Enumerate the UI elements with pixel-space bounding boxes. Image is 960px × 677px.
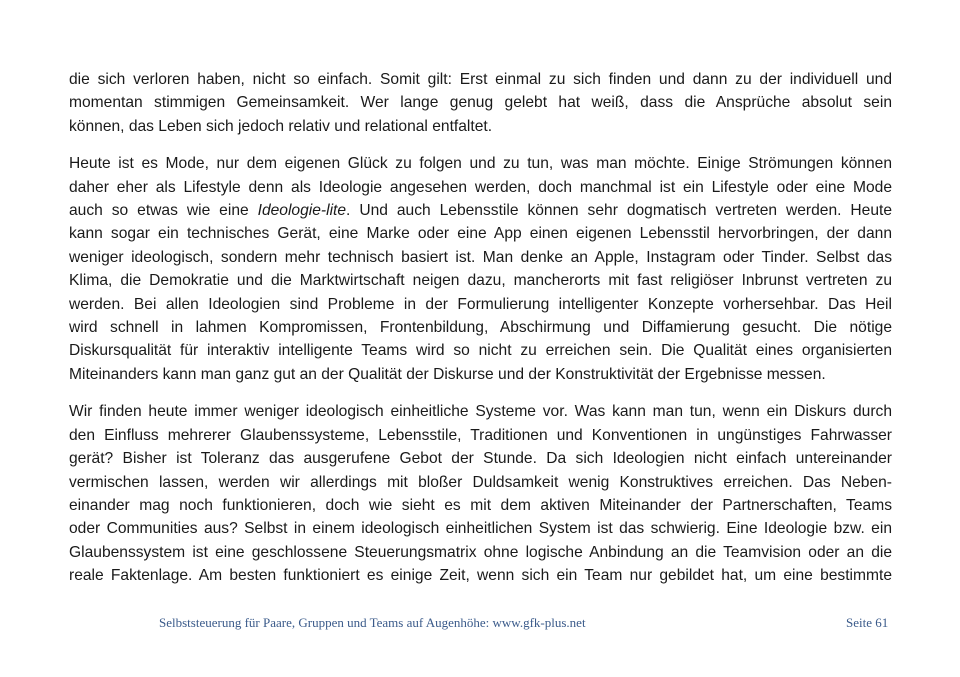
text-line: vermischen lassen, werden wir allerdings mit bloßer Duldsamkeit wenig Konstruktives erreichen. Das Neben- xyxy=(69,473,892,491)
text-line: den Einfluss mehrerer Glaubenssysteme, Lebensstile, Traditionen und Konventionen in ungünstiges Fahrwasser xyxy=(69,426,892,444)
footer-title: Selbststeuerung für Paare, Gruppen und Teams auf Augenhöhe: www.gfk-plus.net xyxy=(159,615,586,630)
text-line-with-italic xyxy=(69,199,892,222)
text-line: momentan stimmigen Gemeinsamkeit. Wer lange genug gelebt hat weiß, dass die Ansprüche absolut sein xyxy=(69,94,892,112)
text-line: kann sogar ein technisches Gerät, eine Marke oder eine App einen eigenen Lebensstil hervorbringen, der dann xyxy=(69,225,892,243)
text-line: reale Faktenlage. Am besten funktioniert es einige Zeit, wenn sich ein Team nur gebildet hat, um eine bestimmte xyxy=(69,567,892,585)
text-line: die sich verloren haben, nicht so einfach. Somit gilt: Erst einmal zu sich finden und dann zu der individuell und xyxy=(69,71,892,88)
text-line: wird schnell in lahmen Kompromissen, Frontenbildung, Abschirmung und Diffamierung gesucht. Die nötige xyxy=(69,319,892,337)
text-line: gerät? Bisher ist Toleranz das ausgerufene Gebot der Stunde. Da sich Ideologien nicht einfach untereinander xyxy=(69,450,892,468)
text-line: Heute ist es Mode, nur dem eigenen Glück zu folgen und zu tun, was man möchte. Einige Strömungen können xyxy=(69,155,892,173)
body-text xyxy=(69,68,892,602)
paragraph-3 xyxy=(69,400,892,587)
text-line: Glaubenssystem ist eine geschlossene Steuerungsmatrix ohne logische Anbindung an die Teamvision oder an die xyxy=(69,543,892,561)
text-line: einander mag noch funktionieren, doch wie sieht es mit dem aktiven Miteinander der Partnerschaften, Teams xyxy=(69,496,892,514)
page-number: Seite 61 xyxy=(846,615,889,630)
paragraph-2 xyxy=(69,152,892,386)
text-line: Klima, die Demokratie und die Marktwirtschaft neigen dazu, mancherorts mit fast religiöser Inbrunst vertreten zu xyxy=(69,272,892,290)
text-line: oder Communities aus? Selbst in einem ideologisch einheitlichen System ist das schwierig. Eine Ideologie bzw. ein xyxy=(69,520,892,538)
text-line: weniger ideologisch, sondern mehr technisch basiert ist. Man denke an Apple, Instagram oder Tinder. Selbst das xyxy=(69,248,892,266)
text-line: Wir finden heute immer weniger ideologisch einheitliche Systeme vor. Was kann man tun, wenn ein Diskurs durch xyxy=(69,403,892,421)
paragraph-1 xyxy=(69,68,892,138)
text-segment: auch so etwas wie eine xyxy=(69,202,258,220)
text-line: daher eher als Lifestyle denn als Ideologie angesehen werden, doch manchmal ist ein Lifestyle oder eine Mode xyxy=(69,178,892,196)
text-line: werden. Bei allen Ideologien sind Probleme in der Formulierung intelligenter Konzepte vorhersehbar. Das Heil xyxy=(69,295,892,313)
text-segment: . Und auch Lebensstile können sehr dogmatisch vertreten werden. Heute xyxy=(346,202,893,220)
text-line: können, das Leben sich jedoch relativ und relational entfaltet. xyxy=(69,117,493,135)
text-line: Diskursqualität für interaktiv intelligente Teams wird so nicht zu erreichen sein. Die Qualität eines organisierten xyxy=(69,342,892,360)
italic-term: Ideologie-lite xyxy=(257,202,347,220)
text-line: Miteinanders kann man ganz gut an der Qualität der Diskurse und der Konstruktivität der Ergebnisse messen. xyxy=(69,365,826,383)
